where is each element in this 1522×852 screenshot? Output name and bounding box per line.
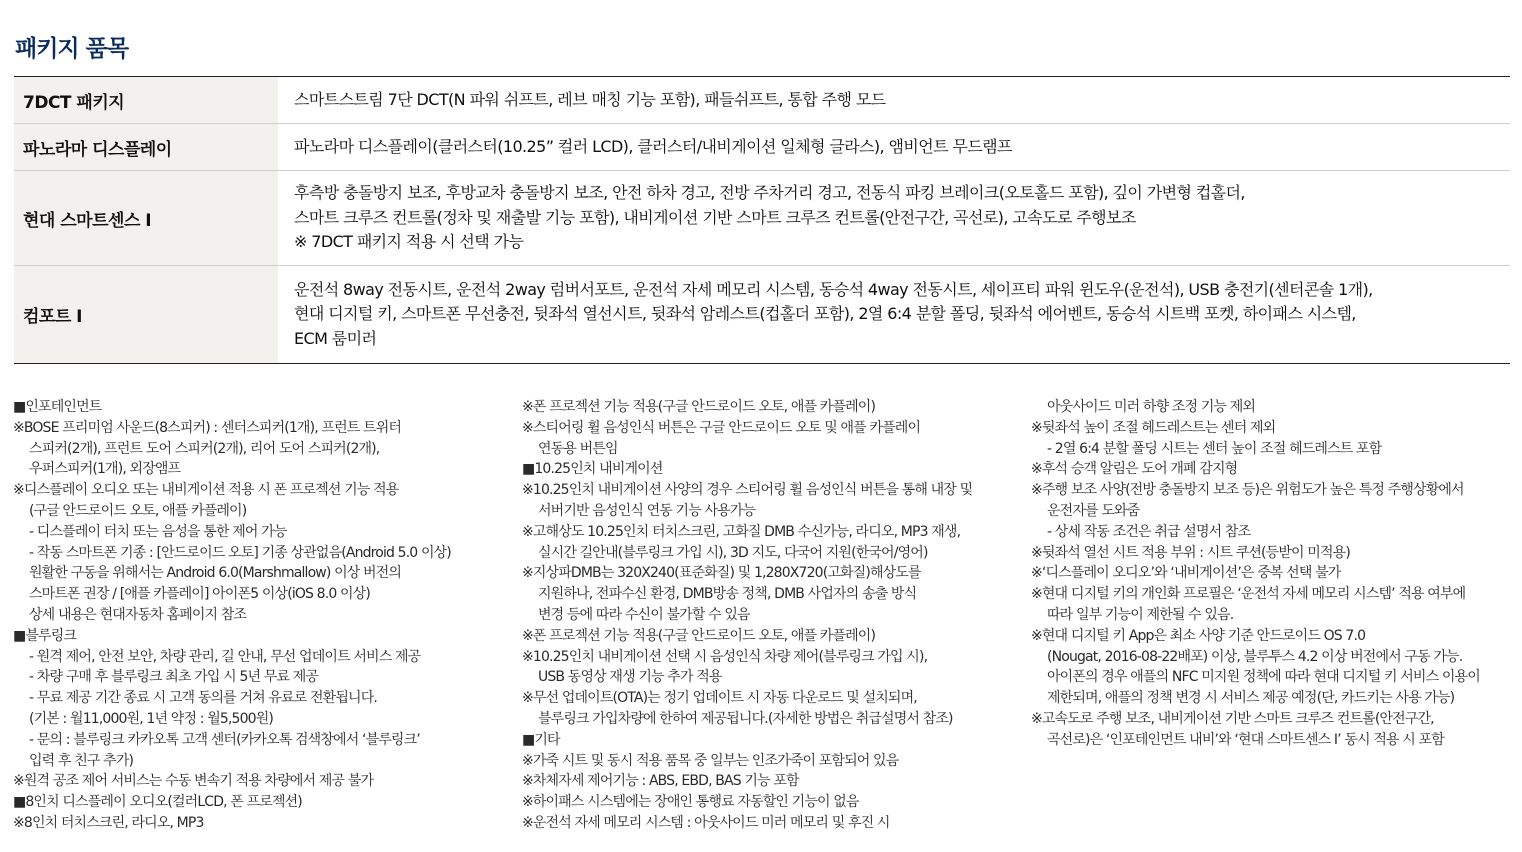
note-line: (구글 안드로이드 오토, 애플 카플레이) xyxy=(29,502,247,519)
note-line: ■블루링크 xyxy=(13,627,77,644)
package-description-line: 스마트 크루즈 컨트롤(정차 및 재출발 기능 포함), 내비게이션 기반 스마트 크루즈 컨트롤(안전구간, 곡선로), 고속도로 주행보조 xyxy=(294,207,1136,227)
note-line: - 차량 구매 후 블루링크 최초 가입 시 5년 무료 제공 xyxy=(29,669,319,686)
package-row-smartsense xyxy=(14,171,1510,266)
note-line: ※현대 디지털 키 App은 최소 사양 기준 안드로이드 OS 7.0 xyxy=(1031,627,1366,644)
package-description xyxy=(278,124,1510,171)
package-description-line: 파노라마 디스플레이(클러스터(10.25” 컬러 LCD), 클러스터/내비게이션 일체형 글라스), 앰비언트 무드램프 xyxy=(294,136,1012,156)
note-line: 운전자를 도와줌 xyxy=(1047,502,1140,519)
note-line: ※가죽 시트 및 동시 적용 품목 중 일부는 인조가죽이 포함되어 있음 xyxy=(522,752,899,769)
note-line: 따라 일부 기능이 제한될 수 있음. xyxy=(1047,606,1234,623)
package-description-line: 현대 디지털 키, 스마트폰 무선충전, 뒷좌석 열선시트, 뒷좌석 암레스트(컵홀더 포함), 2열 6:4 분할 폴딩, 뒷좌석 에어벤트, 동승석 시트백 포켓, 하이패스 시스템, xyxy=(294,304,1356,324)
note-line: ※운전석 자세 메모리 시스템 : 아웃사이드 미러 메모리 및 후진 시 xyxy=(522,814,890,831)
package-description-line: ※ 7DCT 패키지 적용 시 선택 가능 xyxy=(294,232,524,252)
note-line: ■8인치 디스플레이 오디오(컬러LCD, 폰 프로젝션) xyxy=(13,794,302,811)
note-line: ※무선 업데이트(OTA)는 정기 업데이트 시 자동 다운로드 및 설치되며, xyxy=(522,690,917,707)
note-line: - 작동 스마트폰 기종 : [안드로이드 오토] 기종 상관없음(Android 5.0 이상) xyxy=(29,544,451,561)
note-line: ※디스플레이 오디오 또는 내비게이션 적용 시 폰 프로젝션 기능 적용 xyxy=(13,482,399,499)
note-line: ■인포테인먼트 xyxy=(13,399,102,415)
notes-column-2 xyxy=(522,397,1022,834)
package-row-panorama-display xyxy=(14,124,1510,171)
note-line: 우퍼스피커(1개), 외장앰프 xyxy=(29,461,181,478)
note-line: 실시간 길안내(블루링크 가입 시), 3D 지도, 다국어 지원(한국어/영어) xyxy=(538,544,928,561)
note-line: 블루링크 가입차량에 한하여 제공됩니다.(자세한 방법은 취급설명서 참조) xyxy=(538,710,953,727)
package-description-line: 스마트스트림 7단 DCT(N 파워 쉬프트, 레브 매칭 기능 포함), 패들쉬프트, 통합 주행 모드 xyxy=(294,89,886,109)
note-line: ※하이패스 시스템에는 장애인 통행료 자동할인 기능이 없음 xyxy=(522,794,859,811)
note-line: ■10.25인치 내비게이션 xyxy=(522,461,663,478)
note-line: ※폰 프로젝션 기능 적용(구글 안드로이드 오토, 애플 카플레이) xyxy=(522,399,876,415)
note-line: ※차체자세 제어기능 : ABS, EBD, BAS 기능 포함 xyxy=(522,773,799,790)
note-line: ※10.25인치 내비게이션 사양의 경우 스티어링 휠 음성인식 버튼을 통해 내장 및 xyxy=(522,482,973,499)
note-line: 제한되며, 애플의 정책 변경 시 서비스 제공 예정(단, 카드키는 사용 가능) xyxy=(1047,690,1455,707)
note-line: 변경 등에 따라 수신이 불가할 수 있음 xyxy=(538,606,750,623)
note-line: 아이폰의 경우 애플의 NFC 미지원 정책에 따라 현대 디지털 키 서비스 이용이 xyxy=(1047,669,1480,686)
notes-column-1 xyxy=(13,397,513,834)
note-line: - 원격 제어, 안전 보안, 차량 관리, 길 안내, 무선 업데이트 서비스 제공 xyxy=(29,648,421,665)
note-line: (Nougat, 2016-08-22배포) 이상, 블루투스 4.2 이상 버전에서 구동 가능. xyxy=(1047,648,1463,665)
note-line: 스피커(2개), 프런트 도어 스피커(2개), 리어 도어 스피커(2개), xyxy=(29,440,380,457)
note-line: ※폰 프로젝션 기능 적용(구글 안드로이드 오토, 애플 카플레이) xyxy=(522,627,876,644)
note-line: ※8인치 터치스크린, 라디오, MP3 xyxy=(13,814,204,831)
note-line: ※현대 디지털 키의 개인화 프로필은 ‘운전석 자세 메모리 시스템’ 적용 여부에 xyxy=(1031,586,1466,603)
note-line: - 디스플레이 터치 또는 음성을 통한 제어 가능 xyxy=(29,523,287,540)
package-row-comfort xyxy=(14,266,1510,364)
package-description xyxy=(278,266,1510,364)
package-description-line: 운전석 8way 전동시트, 운전석 2way 럼버서포트, 운전석 자세 메모리 시스템, 동승석 4way 전동시트, 세이프티 파워 윈도우(운전석), USB 충전기(센터콘솔 1개), xyxy=(294,279,1373,299)
page-title: 패키지 품목 xyxy=(15,36,129,62)
note-line: ※스티어링 휠 음성인식 버튼은 구글 안드로이드 오토 및 애플 카플레이 xyxy=(522,419,921,436)
note-line: ※고속도로 주행 보조, 내비게이션 기반 스마트 크루즈 컨트롤(안전구간, xyxy=(1031,710,1434,727)
note-line: 입력 후 친구 추가) xyxy=(29,752,134,769)
note-line: 아웃사이드 미러 하향 조정 기능 제외 xyxy=(1047,399,1256,415)
note-line: ※뒷좌석 높이 조절 헤드레스트는 센터 제외 xyxy=(1031,419,1276,436)
package-table xyxy=(14,76,1510,364)
notes-column-3 xyxy=(1031,397,1511,751)
note-line: ※지상파DMB는 320X240(표준화질) 및 1,280X720(고화질)해상도를 xyxy=(522,565,921,582)
note-line: 스마트폰 권장 / [애플 카플레이] 아이폰5 이상(iOS 8.0 이상) xyxy=(29,586,370,603)
package-name: 현대 스마트센스 I xyxy=(14,171,278,266)
note-line: (기본 : 월11,000원, 1년 약정 : 월5,500원) xyxy=(29,710,273,727)
package-name: 컴포트 I xyxy=(14,266,278,364)
package-name: 파노라마 디스플레이 xyxy=(14,124,278,171)
package-description-line: ECM 룸미러 xyxy=(294,328,377,348)
note-line: 곡선로)은 ‘인포테인먼트 내비’와 ‘현대 스마트센스 I’ 동시 적용 시 포함 xyxy=(1047,731,1444,748)
package-description xyxy=(278,77,1510,124)
note-line: ※뒷좌석 열선 시트 적용 부위 : 시트 쿠션(등받이 미적용) xyxy=(1031,544,1350,561)
note-line: ※BOSE 프리미엄 사운드(8스피커) : 센터스피커(1개), 프런트 트위터 xyxy=(13,419,402,436)
note-line: 연동용 버튼임 xyxy=(538,440,618,457)
note-line: 상세 내용은 현대자동차 홈페이지 참조 xyxy=(29,606,247,623)
note-line: ※후석 승객 알림은 도어 개폐 감지형 xyxy=(1031,461,1238,478)
package-name: 7DCT 패키지 xyxy=(14,77,278,124)
note-line: - 2열 6:4 분할 폴딩 시트는 센터 높이 조절 헤드레스트 포함 xyxy=(1047,440,1382,457)
note-line: 지원하나, 전파수신 환경, DMB방송 정책, DMB 사업자의 송출 방식 xyxy=(538,586,917,603)
note-line: - 상세 작동 조건은 취급 설명서 참조 xyxy=(1047,523,1251,540)
note-line: USB 동영상 재생 기능 추가 적용 xyxy=(538,669,722,686)
note-line: ※고해상도 10.25인치 터치스크린, 고화질 DMB 수신가능, 라디오, MP3 재생, xyxy=(522,523,961,540)
note-line: - 문의 : 블루링크 카카오톡 고객 센터(카카오톡 검색창에서 ‘블루링크’ xyxy=(29,731,420,748)
package-row-7dct xyxy=(14,77,1510,124)
note-line: ※원격 공조 제어 서비스는 수동 변속기 적용 차량에서 제공 불가 xyxy=(13,773,374,790)
note-line: ※주행 보조 사양(전방 충돌방지 보조 등)은 위험도가 높은 특정 주행상황에서 xyxy=(1031,482,1464,499)
package-description-line: 후측방 충돌방지 보조, 후방교차 충돌방지 보조, 안전 하차 경고, 전방 주차거리 경고, 전동식 파킹 브레이크(오토홀드 포함), 깊이 가변형 컵홀더, xyxy=(294,183,1245,203)
note-line: ※10.25인치 내비게이션 선택 시 음성인식 차량 제어(블루링크 가입 시), xyxy=(522,648,928,665)
note-line: ※‘디스플레이 오디오’와 ‘내비게이션’은 중복 선택 불가 xyxy=(1031,565,1341,582)
note-line: 서버기반 음성인식 연동 기능 사용가능 xyxy=(538,502,756,519)
note-line: 원활한 구동을 위해서는 Android 6.0(Marshmallow) 이상 버전의 xyxy=(29,565,402,582)
note-line: ■기타 xyxy=(522,731,560,748)
note-line: - 무료 제공 기간 종료 시 고객 동의를 거쳐 유료로 전환됩니다. xyxy=(29,690,377,707)
package-description xyxy=(278,171,1510,266)
